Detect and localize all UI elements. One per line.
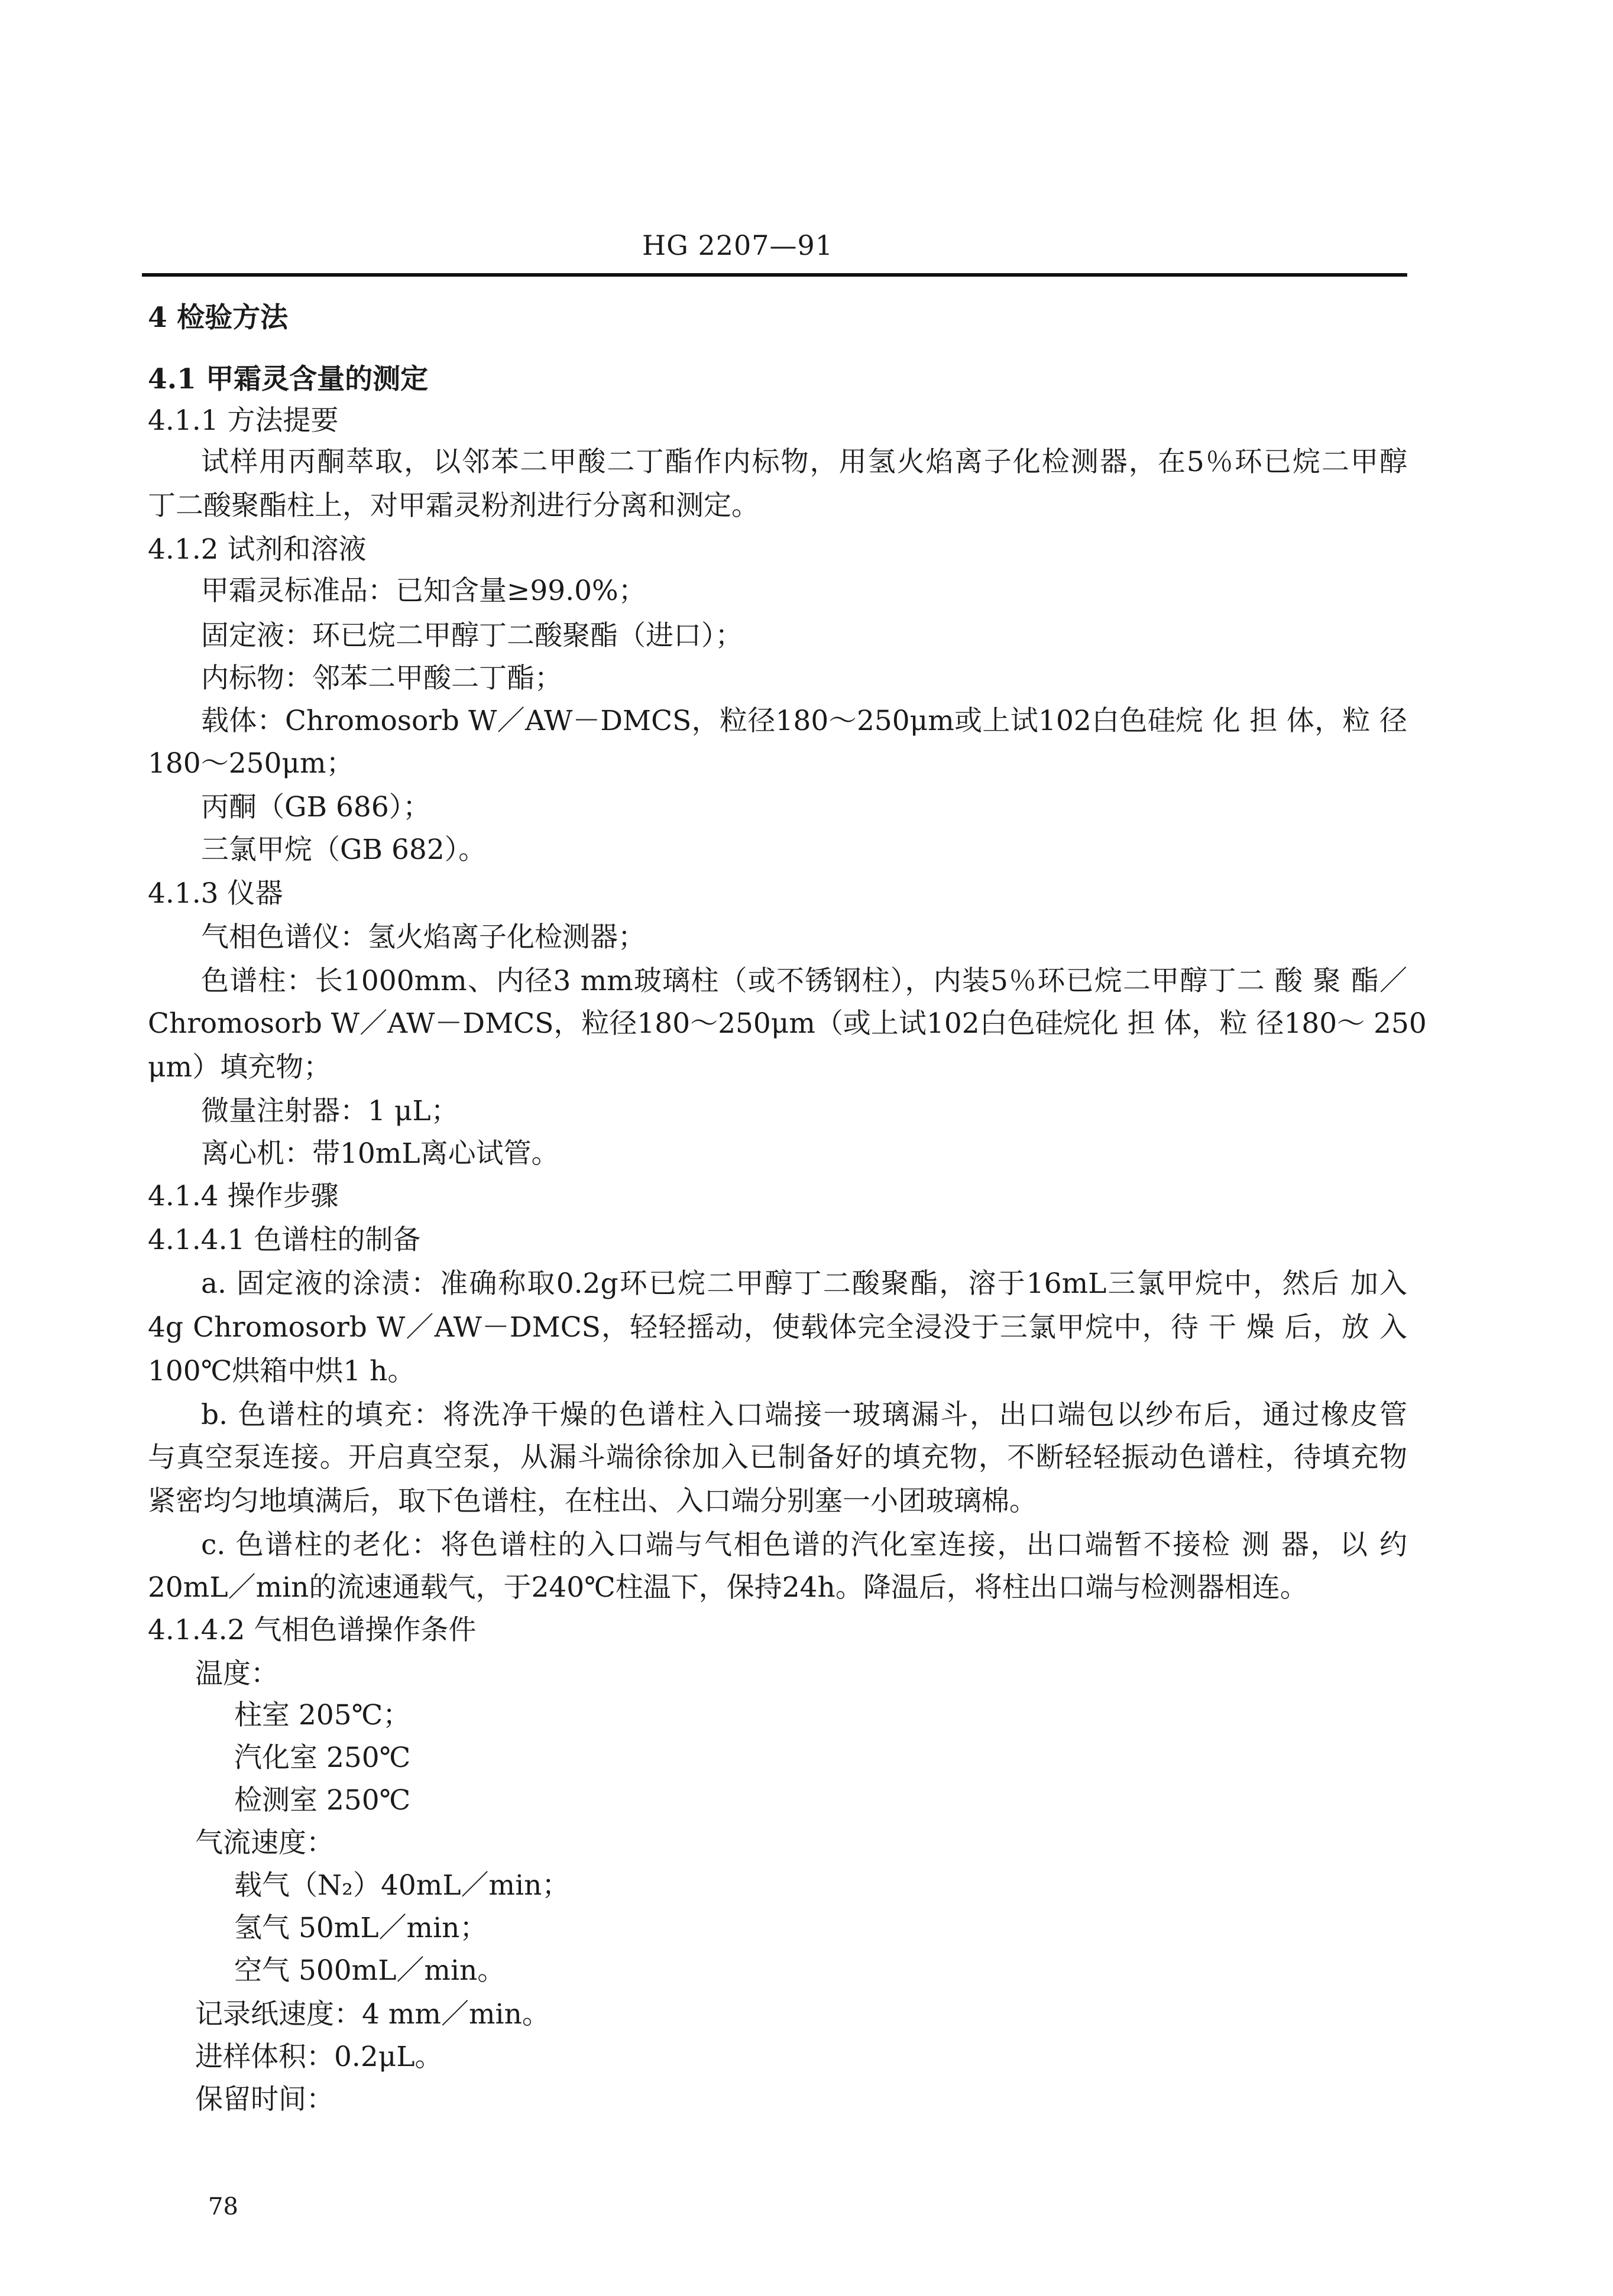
- text-line: c. 色谱柱的老化：将色谱柱的入口端与气相色谱的汽化室连接，出口端暂不接检 测 器，以 约: [201, 1529, 1407, 1561]
- text-line: 与真空泵连接。开启真空泵，从漏斗端徐徐加入已制备好的填充物，不断轻轻振动色谱柱，待填充物: [148, 1441, 1407, 1474]
- text-line: Chromosorb W／AW－DMCS，粒径180～250μm（或上试102白色硅烷化 担 体，粒 径180～ 250: [148, 1007, 1427, 1040]
- text-line: 气相色谱仪：氢火焰离子化检测器；: [201, 921, 646, 954]
- text-line: 100℃烘箱中烘1 h。: [148, 1355, 416, 1387]
- text-line: 载气（N₂）40mL／min；: [234, 1869, 570, 1902]
- text-line: 柱室 205℃；: [234, 1699, 411, 1731]
- text-line: 检测室 250℃: [234, 1784, 411, 1817]
- text-line: 内标物：邻苯二甲酸二丁酯；: [201, 662, 562, 695]
- page-number: 78: [208, 2193, 238, 2220]
- text-line: 记录纸速度：4 mm／min。: [195, 1998, 550, 2031]
- text-line: 丁二酸聚酯柱上，对甲霜灵粉剂进行分离和测定。: [148, 489, 759, 522]
- text-line: 载体：Chromosorb W／AW－DMCS，粒径180～250μm或上试102白色硅烷 化 担 体，粒 径: [201, 705, 1407, 737]
- section-heading: 4 检验方法: [148, 301, 289, 334]
- text-line: 三氯甲烷（GB 682）。: [201, 834, 487, 866]
- clause-heading: 4.1.2 试剂和溶液: [148, 533, 367, 566]
- text-line: 微量注射器：1 μL；: [201, 1095, 459, 1127]
- standard-code-header: HG 2207—91: [642, 229, 834, 261]
- clause-heading: 4.1.4.2 气相色谱操作条件: [148, 1614, 477, 1646]
- subsection-heading: 4.1 甲霜灵含量的测定: [148, 363, 429, 395]
- text-line: 空气 500mL／min。: [234, 1954, 506, 1987]
- text-line: 色谱柱：长1000mm、内径3 mm玻璃柱（或不锈钢柱），内装5％环已烷二甲醇丁二 酸 聚 酯／: [201, 965, 1407, 997]
- text-line: 甲霜灵标准品：已知含量≥99.0%；: [201, 575, 646, 607]
- text-line: μm）填充物；: [148, 1051, 332, 1084]
- text-line: 180～250μm；: [148, 747, 354, 780]
- clause-heading: 4.1.3 仪器: [148, 877, 283, 910]
- text-line: 温度：: [195, 1658, 278, 1690]
- text-line: 氢气 50mL／min；: [234, 1912, 488, 1944]
- text-line: a. 固定液的涂渍：准确称取0.2g环已烷二甲醇丁二酸聚酯，溶于16mL三氯甲烷中，然后 加入: [201, 1267, 1407, 1300]
- text-line: 紧密均匀地填满后，取下色谱柱，在柱出、入口端分别塞一小团玻璃棉。: [148, 1485, 1037, 1517]
- text-line: 气流速度：: [195, 1827, 334, 1859]
- text-line: 离心机：带10mL离心试管。: [201, 1137, 559, 1170]
- text-line: 试样用丙酮萃取，以邻苯二甲酸二丁酯作内标物，用氢火焰离子化检测器，在5％环已烷二甲醇: [201, 446, 1407, 478]
- text-line: b. 色谱柱的填充：将洗净干燥的色谱柱入口端接一玻璃漏斗，出口端包以纱布后，通过橡皮管: [201, 1399, 1407, 1431]
- text-line: 进样体积：0.2μL。: [195, 2041, 443, 2073]
- clause-heading: 4.1.4.1 色谱柱的制备: [148, 1224, 421, 1256]
- text-line: 固定液：环已烷二甲醇丁二酸聚酯（进口）；: [201, 620, 743, 652]
- clause-heading: 4.1.1 方法提要: [148, 404, 339, 437]
- text-line: 4g Chromosorb W／AW－DMCS，轻轻摇动，使载体完全浸没于三氯甲烷中，待 干 燥 后，放 入: [148, 1311, 1407, 1344]
- text-line: 丙酮（GB 686）；: [201, 791, 431, 823]
- header-rule: [142, 273, 1407, 277]
- clause-heading: 4.1.4 操作步骤: [148, 1180, 339, 1212]
- text-line: 保留时间：: [195, 2083, 334, 2116]
- text-line: 汽化室 250℃: [234, 1742, 411, 1774]
- text-line: 20mL／min的流速通载气，于240℃柱温下，保持24h。降温后，将柱出口端与检测器相连。: [148, 1571, 1308, 1604]
